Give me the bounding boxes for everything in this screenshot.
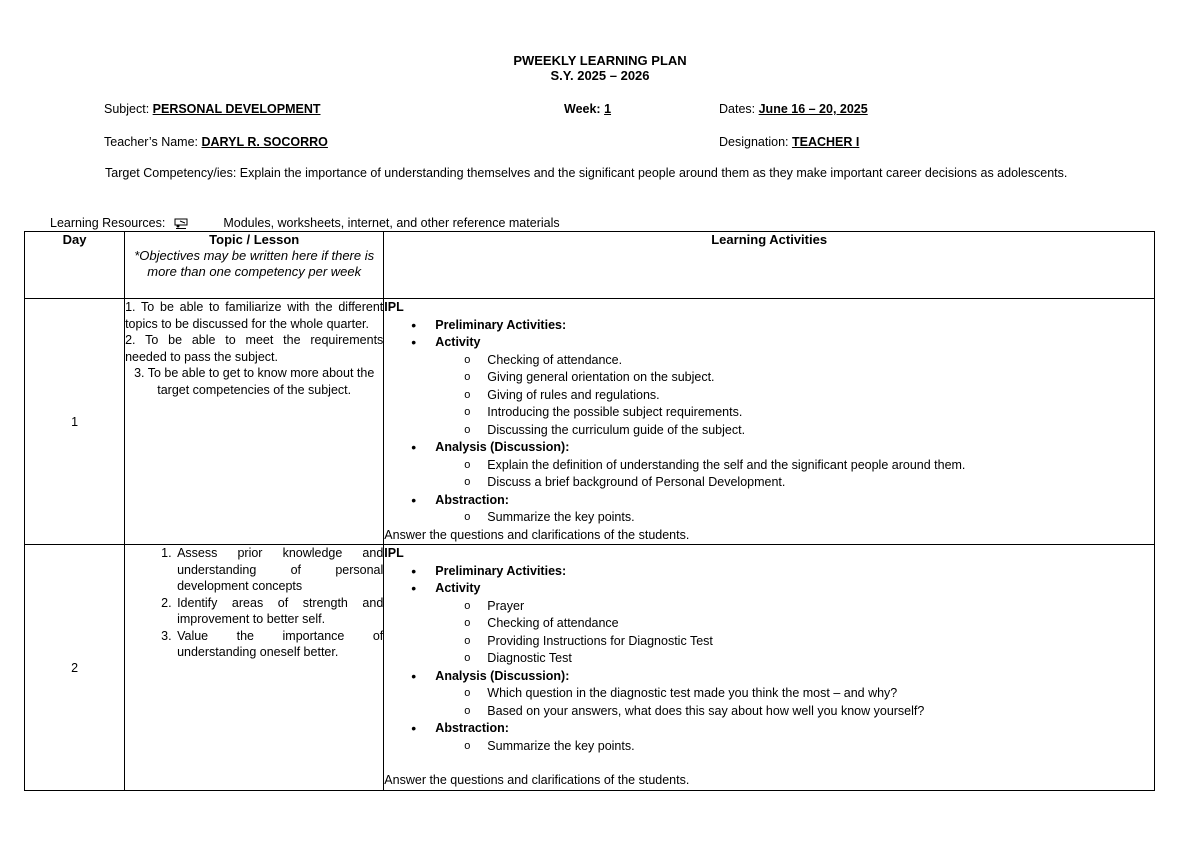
activity-sections <box>384 563 1154 756</box>
section-item <box>435 563 1154 581</box>
section-item <box>435 580 1154 668</box>
section-heading: Abstraction: <box>435 721 509 735</box>
section-heading: Preliminary Activities: <box>435 317 567 332</box>
day-cell: 2 <box>25 545 125 791</box>
col-header-topic <box>125 232 384 299</box>
col-header-activities: Learning Activities <box>384 232 1155 299</box>
activity-item: o Based on your answers, what does this say about how well you know yourself? <box>487 703 1154 721</box>
col-topic-title: Topic / Lesson <box>209 232 300 247</box>
section-heading: Analysis (Discussion): <box>435 668 570 683</box>
teacher-field <box>104 135 328 149</box>
activity-item: o Checking of attendance. <box>487 352 1154 370</box>
activity-item: o Providing Instructions for Diagnostic Test <box>487 633 1154 651</box>
subject-label: Subject: <box>104 102 153 116</box>
ipl-label: IPL <box>384 300 404 314</box>
resources-value: Modules, worksheets, internet, and other reference materials <box>223 216 560 230</box>
subject-field <box>104 102 321 116</box>
objectives-cell <box>125 545 384 791</box>
learning-plan-table <box>24 231 1155 791</box>
objectives-cell <box>125 299 384 545</box>
week-label: Week: <box>564 102 605 116</box>
objective-item: 3. Value the importance of understanding oneself better. <box>175 628 383 661</box>
week-value: 1 <box>604 102 612 116</box>
activity-item: o Discussing the curriculum guide of the subject. <box>487 422 1154 440</box>
objectives-list <box>125 545 383 661</box>
section-heading: Preliminary Activities: <box>435 563 567 578</box>
section-item <box>435 334 1154 439</box>
activity-item: o Summarize the key points. <box>487 738 1154 756</box>
section-heading: Activity <box>435 581 481 595</box>
closing-text: Answer the questions and clarifications of the students. <box>384 773 690 787</box>
table-row <box>25 299 1155 545</box>
closing-text: Answer the questions and clarifications of the students. <box>384 527 690 542</box>
col-header-day: Day <box>25 232 125 299</box>
objective-item: 2. Identify areas of strength and improvement to better self. <box>175 595 383 628</box>
teacher-icon <box>174 218 188 229</box>
school-year: S.Y. 2025 – 2026 <box>550 68 650 83</box>
section-item <box>435 720 1154 755</box>
activity-item: o Checking of attendance <box>487 615 1154 633</box>
objective-item: 2. To be able to meet the requirements needed to pass the subject. <box>125 333 384 364</box>
dates-field <box>719 102 868 116</box>
teacher-label: Teacher’s Name: <box>104 135 202 149</box>
activity-sections <box>384 317 1154 527</box>
designation-field <box>719 135 859 149</box>
objective-item: 1. Assess prior knowledge and understanding of personal development concepts <box>175 545 383 595</box>
activity-item: o Prayer <box>487 598 1154 616</box>
activity-item: o Giving of rules and regulations. <box>487 387 1154 405</box>
objective-item: 3. To be able to get to know more about the target competencies of the subject. <box>134 366 375 397</box>
designation-value: TEACHER I <box>791 135 860 149</box>
section-heading: Analysis (Discussion): <box>435 440 570 454</box>
section-item <box>435 317 1154 335</box>
activities-cell <box>384 545 1155 791</box>
subject-value: PERSONAL DEVELOPMENT <box>152 102 321 116</box>
section-heading: Activity <box>435 335 481 349</box>
dates-label: Dates: <box>719 102 759 116</box>
activity-item: o Discuss a brief background of Personal Development. <box>487 474 1154 492</box>
section-item <box>435 492 1154 527</box>
activity-item: o Giving general orientation on the subject. <box>487 369 1154 387</box>
activity-item: o Introducing the possible subject requirements. <box>487 404 1154 422</box>
activity-item: o Summarize the key points. <box>487 509 1154 527</box>
activities-cell <box>384 299 1155 545</box>
table-header-row <box>25 232 1155 299</box>
week-field <box>564 102 611 116</box>
ipl-label: IPL <box>384 546 404 560</box>
document-title: PWEEKLY LEARNING PLAN <box>513 53 687 68</box>
day-cell: 1 <box>25 299 125 545</box>
designation-label: Designation: <box>719 135 792 149</box>
section-item <box>435 668 1154 721</box>
target-competency: Target Competency/ies: Explain the importance of understanding themselves and the significant people around them as they make important career decisions as adolescents. <box>105 166 1068 180</box>
activity-item: o Diagnostic Test <box>487 650 1154 668</box>
dates-value: June 16 – 20, 2025 <box>758 102 868 116</box>
learning-resources <box>50 216 560 230</box>
col-topic-note: *Objectives may be written here if there is more than one competency per week <box>134 248 375 279</box>
activity-item: o Which question in the diagnostic test made you think the most – and why? <box>487 685 1154 703</box>
resources-label: Learning Resources: <box>50 216 166 230</box>
activity-item: o Explain the definition of understanding the self and the significant people around them. <box>487 457 1154 475</box>
teacher-value: DARYL R. SOCORRO <box>201 135 328 149</box>
section-item <box>435 439 1154 492</box>
objective-item: 1. To be able to familiarize with the different topics to be discussed for the whole quarter. <box>125 300 384 331</box>
table-row <box>25 545 1155 791</box>
section-heading: Abstraction: <box>435 492 509 507</box>
